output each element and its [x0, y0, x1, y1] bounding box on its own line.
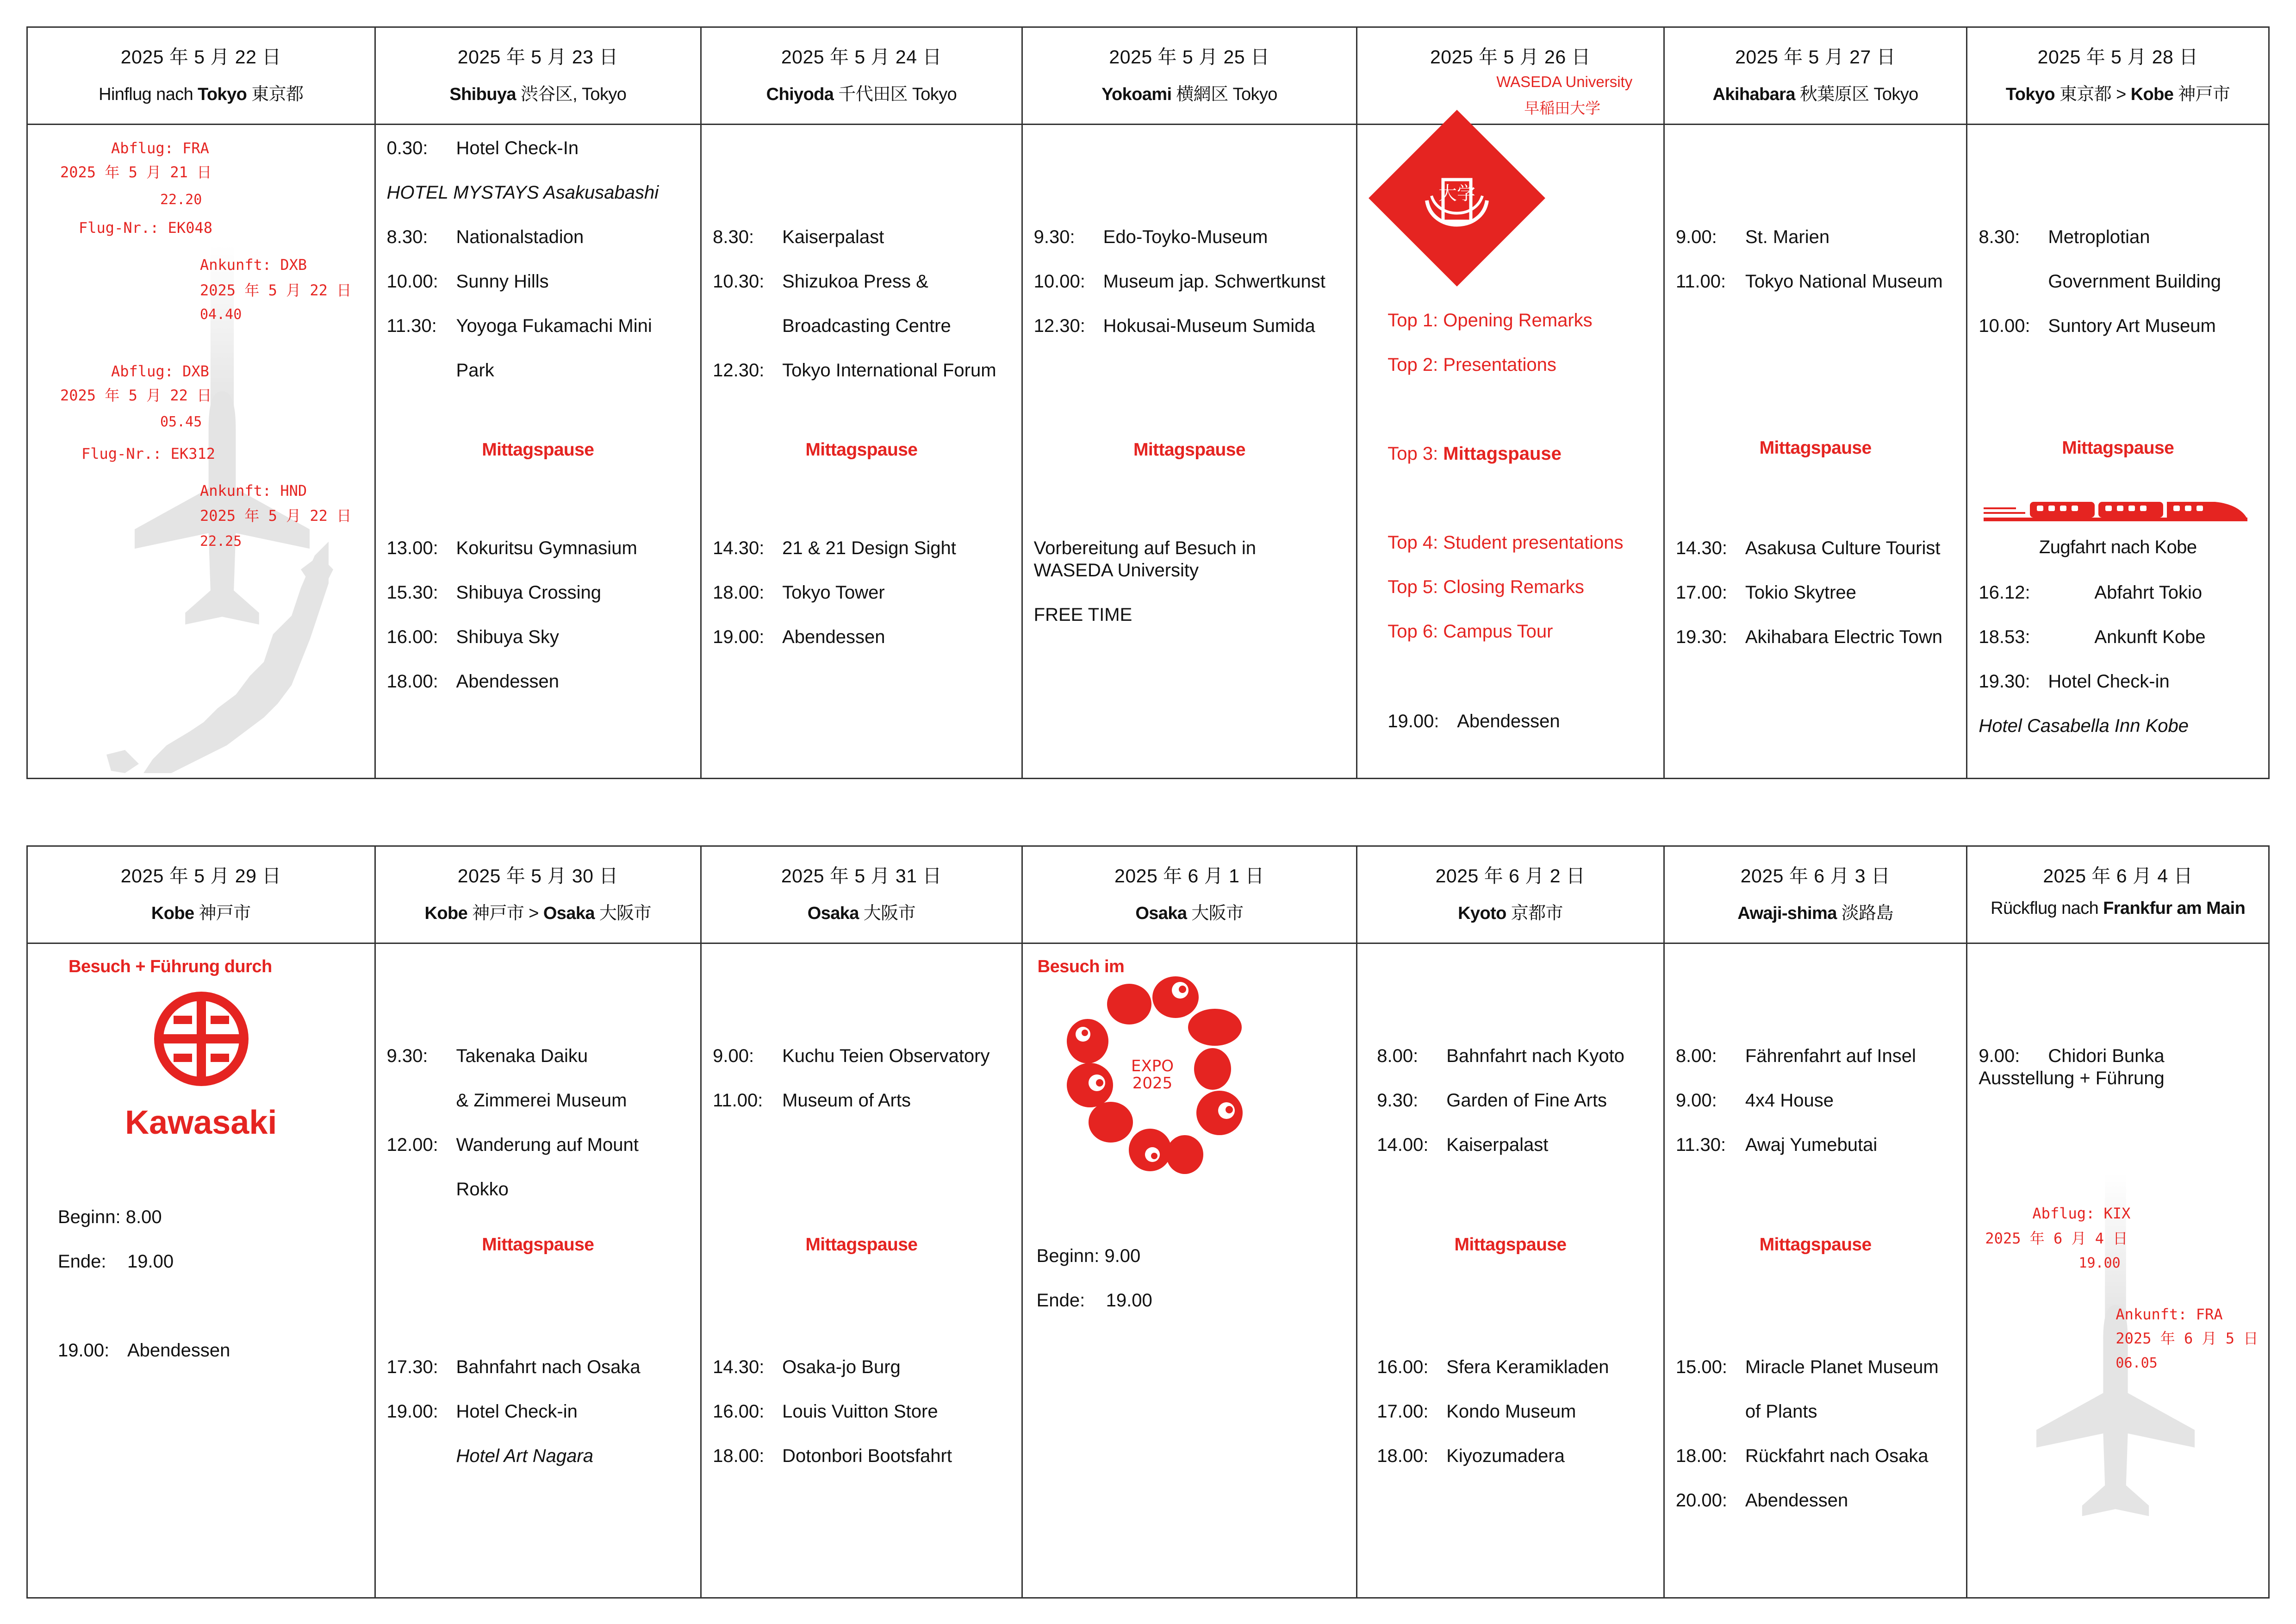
arr2-time: 22.25 — [200, 533, 242, 550]
end-time: Ende: 19.00 — [1036, 1290, 1152, 1311]
lunch-break: Mittagspause — [1759, 438, 1872, 458]
list-item: 10.00: Suntory Art Museum — [1979, 316, 2216, 336]
university-name: WASEDA University — [1496, 73, 1633, 90]
list-item: 8.30: Metroplotian — [1979, 227, 2150, 247]
day-place: Awaji-shima 淡路島 — [1737, 904, 1893, 923]
list-item: 11.30: Yoyoga Fukamachi Mini — [386, 316, 652, 336]
day-date: 2025 年 5 月 23 日 — [457, 46, 618, 68]
day-2025-06-01 — [1023, 847, 1358, 1597]
list-item: 19.00: Abendessen — [58, 1340, 230, 1361]
list-item: 18.00: Rückfahrt nach Osaka — [1675, 1446, 1929, 1466]
list-item: 16.00: Louis Vuitton Store — [713, 1401, 938, 1422]
day-2025-05-26 — [1357, 28, 1665, 778]
day-header — [1023, 28, 1356, 125]
list-item: 19.00: Hotel Check-in — [386, 1401, 578, 1422]
list-item: 9.00: St. Marien — [1675, 227, 1830, 247]
list-item: 12.00: Wanderung auf Mount — [386, 1135, 639, 1155]
day-2025-05-30 — [376, 847, 702, 1597]
list-item: Rokko — [456, 1179, 509, 1199]
hotel-name: HOTEL MYSTAYS Asakusabashi — [386, 182, 659, 203]
arr1-date: 2025 年 5 月 22 日 — [200, 281, 352, 299]
list-item: 8.00: Bahnfahrt nach Kyoto — [1377, 1046, 1624, 1066]
kawasaki-logo-icon — [153, 990, 250, 1087]
day-2025-06-03 — [1665, 847, 1968, 1597]
day-body — [1357, 944, 1663, 1597]
day-date: 2025 年 5 月 27 日 — [1735, 46, 1896, 68]
day-header — [1357, 847, 1663, 944]
train-icon — [1984, 495, 2247, 528]
free-time: FREE TIME — [1033, 605, 1132, 625]
day-body — [702, 944, 1021, 1597]
hotel-name: Hotel Casabella Inn Kobe — [1979, 716, 2189, 736]
day-place: Kobe 神戸市 > Osaka 大阪市 — [424, 904, 652, 923]
list-item: 10.30: Shizukoa Press & — [713, 271, 928, 292]
day-header — [1023, 847, 1356, 944]
day-2025-05-31 — [702, 847, 1023, 1597]
agenda-item: Top 3: Mittagspause — [1388, 443, 1562, 464]
day-date: 2025 年 5 月 26 日 — [1430, 46, 1591, 68]
university-name-jp: 早稲田大学 — [1524, 100, 1601, 117]
day-body — [702, 125, 1021, 778]
day-header — [376, 847, 701, 944]
week2-grid — [26, 845, 2270, 1599]
expo-logo-icon — [1060, 972, 1263, 1185]
day-place: Hinflug nach Tokyo 東京都 — [99, 85, 304, 104]
list-item: 13.00: Kokuritsu Gymnasium — [386, 538, 637, 558]
flight1-number: Flug-Nr.: EK048 — [79, 219, 212, 237]
list-item: 9.30: Takenaka Daiku — [386, 1046, 588, 1066]
lunch-break: Mittagspause — [1133, 440, 1245, 460]
list-item: 11.00: Museum of Arts — [713, 1090, 911, 1111]
day-2025-05-29 — [28, 847, 376, 1597]
day-body — [1357, 125, 1663, 778]
day-place: Kobe 神戸市 — [151, 904, 251, 923]
list-item: 20.00: Abendessen — [1675, 1490, 1848, 1511]
list-item: 9.00: Kuchu Teien Observatory — [713, 1046, 990, 1066]
list-item: 17.00: Tokio Skytree — [1675, 582, 1856, 603]
day-2025-05-25 — [1023, 28, 1358, 778]
day-date: 2025 年 5 月 31 日 — [781, 865, 942, 887]
lunch-break: Mittagspause — [482, 1235, 594, 1255]
day-body — [376, 125, 701, 778]
visit-label: Besuch + Führung durch — [68, 957, 272, 976]
arr-date: 2025 年 6 月 5 日 — [2116, 1330, 2259, 1347]
day-place: Akihabara 秋葉原区 Tokyo — [1712, 85, 1918, 104]
list-item: & Zimmerei Museum — [456, 1090, 627, 1111]
day-place: Tokyo 東京都 > Kobe 神戸市 — [2005, 85, 2230, 104]
list-item: 9.30: Edo-Toyko-Museum — [1033, 227, 1268, 247]
day-header — [1967, 847, 2268, 944]
day-place: Osaka 大阪市 — [1135, 904, 1244, 923]
list-item: 10.00: Museum jap. Schwertkunst — [1033, 271, 1325, 292]
train-label: Zugfahrt nach Kobe — [2039, 537, 2197, 557]
kawasaki-brand: Kawasaki — [125, 1104, 277, 1141]
list-item: 10.00: Sunny Hills — [386, 271, 549, 292]
list-item: 19.30: Akihabara Electric Town — [1675, 627, 1942, 647]
agenda-item: Top 6: Campus Tour — [1388, 621, 1553, 642]
day-2025-05-23 — [376, 28, 702, 778]
day-body — [1023, 125, 1356, 778]
day-header — [1665, 28, 1966, 125]
dep1-time: 22.20 — [160, 192, 202, 208]
day-header — [28, 847, 374, 944]
dep2-label: Abflug: DXB — [111, 362, 209, 380]
list-item: 19.00: Abendessen — [713, 627, 885, 647]
day-place: Osaka 大阪市 — [807, 904, 916, 923]
list-item: 16.00: Sfera Keramikladen — [1377, 1357, 1609, 1377]
list-item: 11.00: Tokyo National Museum — [1675, 271, 1943, 292]
dep2-time: 05.45 — [160, 414, 202, 430]
dep-date: 2025 年 6 月 4 日 — [1985, 1230, 2128, 1247]
visit-label: Besuch im — [1037, 957, 1125, 976]
lunch-break: Mittagspause — [2062, 438, 2174, 458]
day-date: 2025 年 5 月 25 日 — [1109, 46, 1270, 68]
day-2025-06-02 — [1357, 847, 1665, 1597]
dep2-date: 2025 年 5 月 22 日 — [60, 387, 212, 404]
day-place: Chiyoda 千代田区 Tokyo — [766, 85, 957, 104]
list-item: 9.00: Chidori Bunka — [1979, 1046, 2165, 1066]
day-header — [702, 28, 1021, 125]
list-item: 14.30: 21 & 21 Design Sight — [713, 538, 956, 558]
day-body — [28, 125, 374, 778]
day-header — [1967, 28, 2268, 125]
flight2-number: Flug-Nr.: EK312 — [81, 445, 215, 462]
list-item: 14.30: Asakusa Culture Tourist — [1675, 538, 1941, 558]
day-body — [1665, 125, 1966, 778]
list-item-2: Ausstellung + Führung — [1979, 1068, 2165, 1088]
list-item: 16.00: Shibuya Sky — [386, 627, 559, 647]
day-date: 2025 年 5 月 24 日 — [781, 46, 942, 68]
dep1-label: Abflug: FRA — [111, 139, 209, 157]
day-date: 2025 年 6 月 2 日 — [1435, 865, 1586, 887]
day-date: 2025 年 5 月 22 日 — [120, 46, 281, 68]
day-date: 2025 年 6 月 1 日 — [1114, 865, 1264, 887]
day-header — [1665, 847, 1966, 944]
day-body — [28, 944, 374, 1597]
agenda-item: Top 4: Student presentations — [1388, 532, 1624, 553]
list-item: 16.12: Abfahrt Tokio — [1979, 582, 2203, 603]
arr-label: Ankunft: FRA — [2116, 1305, 2223, 1323]
day-2025-05-22 — [28, 28, 376, 778]
lunch-break: Mittagspause — [1454, 1235, 1567, 1255]
day-body — [1967, 944, 2268, 1597]
prep-note: Vorbereitung auf Besuch in — [1033, 538, 1257, 558]
list-item: 18.00: Kiyozumadera — [1377, 1446, 1565, 1466]
lunch-break: Mittagspause — [482, 440, 594, 460]
day-place: Yokoami 横網区 Tokyo — [1101, 85, 1277, 104]
expo-text: EXPO — [1131, 1057, 1174, 1075]
list-item: 8.00: Fährenfahrt auf Insel — [1675, 1046, 1916, 1066]
day-2025-05-28 — [1967, 28, 2268, 778]
list-item: Park — [456, 360, 494, 381]
arr-time: 06.05 — [2116, 1355, 2158, 1371]
list-item: 9.00: 4x4 House — [1675, 1090, 1834, 1111]
list-item: 17.00: Kondo Museum — [1377, 1401, 1576, 1422]
list-item: of Plants — [1745, 1401, 1817, 1422]
arr1-time: 04.40 — [200, 306, 242, 323]
day-place: Rückflug nach Frankfur am Main — [1991, 899, 2246, 918]
list-item: Broadcasting Centre — [782, 316, 951, 336]
list-item: 14.30: Osaka-jo Burg — [713, 1357, 901, 1377]
day-place: Kyoto 京都市 — [1458, 904, 1563, 923]
list-item: 19.00: Abendessen — [1388, 711, 1560, 731]
begin-time: Beginn: 9.00 — [1036, 1246, 1141, 1266]
dep1-date: 2025 年 5 月 21 日 — [60, 163, 212, 181]
agenda-item: Top 1: Opening Remarks — [1388, 310, 1593, 331]
day-body — [1023, 944, 1356, 1597]
list-item: 15.00: Miracle Planet Museum — [1675, 1357, 1939, 1377]
week1-grid — [26, 26, 2270, 779]
day-header — [28, 28, 374, 125]
day-2025-05-24 — [702, 28, 1023, 778]
list-item: 18.53: Ankunft Kobe — [1979, 627, 2206, 647]
list-item: Government Building — [2048, 271, 2221, 292]
day-body — [1665, 944, 1966, 1597]
list-item: 14.00: Kaiserpalast — [1377, 1135, 1549, 1155]
list-item: 0.30: Hotel Check-In — [386, 138, 579, 158]
list-item: 9.30: Garden of Fine Arts — [1377, 1090, 1607, 1111]
lunch-break: Mittagspause — [805, 1235, 918, 1255]
list-item: 18.00: Abendessen — [386, 671, 559, 692]
arr2-label: Ankunft: HND — [200, 482, 307, 500]
lunch-break: Mittagspause — [1759, 1235, 1872, 1255]
prep-note-2: WASEDA University — [1033, 560, 1199, 581]
dep-time: 19.00 — [2078, 1255, 2121, 1271]
logo-text: 大学 — [1438, 183, 1476, 204]
day-header — [702, 847, 1021, 944]
day-place: Shibuya 渋谷区, Tokyo — [449, 85, 627, 104]
agenda-item: Top 5: Closing Remarks — [1388, 577, 1584, 597]
day-body — [1967, 125, 2268, 778]
agenda-item: Top 2: Presentations — [1388, 355, 1556, 375]
list-item: 15.30: Shibuya Crossing — [386, 582, 602, 603]
list-item: 18.00: Tokyo Tower — [713, 582, 885, 603]
list-item: 19.30: Hotel Check-in — [1979, 671, 2170, 692]
plane-icon — [2028, 1101, 2203, 1597]
list-item: 18.00: Dotonbori Bootsfahrt — [713, 1446, 952, 1466]
dep-label: Abflug: KIX — [2032, 1205, 2131, 1222]
day-2025-06-04 — [1967, 847, 2268, 1597]
day-header — [376, 28, 701, 125]
day-2025-05-27 — [1665, 28, 1968, 778]
day-date: 2025 年 5 月 30 日 — [457, 865, 618, 887]
begin-time: Beginn: 8.00 — [58, 1207, 162, 1227]
day-body — [376, 944, 701, 1597]
list-item: 12.30: Tokyo International Forum — [713, 360, 996, 381]
day-date: 2025 年 5 月 29 日 — [120, 865, 281, 887]
day-date: 2025 年 6 月 3 日 — [1740, 865, 1891, 887]
hotel-name: Hotel Art Nagara — [456, 1446, 593, 1466]
expo-year: 2025 — [1132, 1074, 1172, 1093]
end-time: Ende: 19.00 — [58, 1251, 174, 1272]
day-date: 2025 年 6 月 4 日 — [2043, 865, 2193, 887]
day-date: 2025 年 5 月 28 日 — [2037, 46, 2198, 68]
lunch-break: Mittagspause — [805, 440, 918, 460]
list-item: 8.30: Kaiserpalast — [713, 227, 884, 247]
arr1-label: Ankunft: DXB — [200, 256, 307, 274]
list-item: 12.30: Hokusai-Museum Sumida — [1033, 316, 1315, 336]
list-item: 11.30: Awaj Yumebutai — [1675, 1135, 1878, 1155]
list-item: 8.30: Nationalstadion — [386, 227, 584, 247]
list-item: 17.30: Bahnfahrt nach Osaka — [386, 1357, 641, 1377]
arr2-date: 2025 年 5 月 22 日 — [200, 507, 352, 525]
